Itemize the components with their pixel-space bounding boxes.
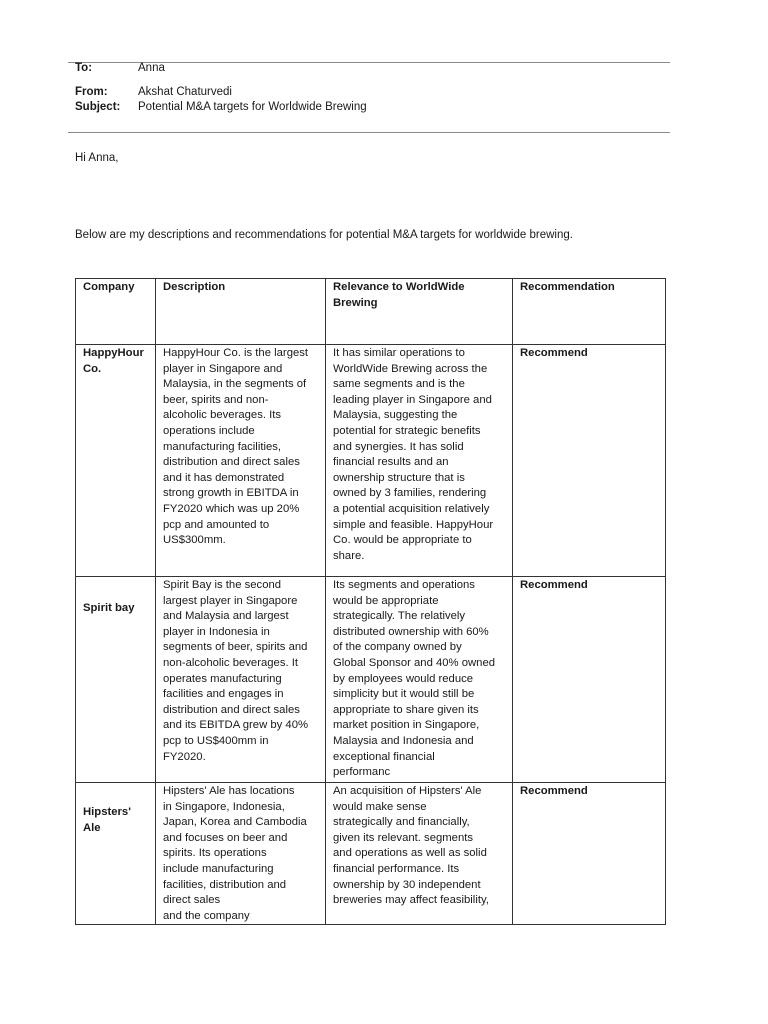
relevance-cell: An acquisition of Hipsters' Ale would make sense strategically and financially, given its relevant. segments and operations as well as solid financial performance. Its ownership by 30 independent breweries may affect feasibility, bbox=[326, 783, 513, 925]
table-header-row bbox=[76, 279, 666, 345]
header-bottom-rule bbox=[68, 132, 670, 133]
subject-value: Potential M&A targets for Worldwide Brewing bbox=[138, 101, 367, 113]
table-row bbox=[76, 577, 666, 783]
table-row bbox=[76, 783, 666, 925]
company-cell: HappyHour Co. bbox=[76, 345, 156, 577]
recommendation-cell: Recommend bbox=[513, 345, 666, 577]
relevance-cell: Its segments and operations would be appropriate strategically. The relatively distributed ownership with 60% of the company owned by Global Sponsor and 40% owned by employees would reduce simplicity but it would still be appropriate to share given its market position in Singapore, Malaysia and Indonesia and exceptional financial performanc bbox=[326, 577, 513, 783]
to-label: To: bbox=[75, 62, 93, 74]
greeting: Hi Anna, bbox=[75, 152, 119, 164]
to-value: Anna bbox=[138, 62, 165, 74]
intro-paragraph: Below are my descriptions and recommendations for potential M&A targets for worldwide brewing. bbox=[75, 229, 573, 241]
company-cell: Hipsters' Ale bbox=[76, 783, 156, 925]
targets-table bbox=[75, 278, 666, 925]
header-recommendation: Recommendation bbox=[513, 279, 666, 345]
from-label: From: bbox=[75, 86, 108, 98]
header-company: Company bbox=[76, 279, 156, 345]
subject-label: Subject: bbox=[75, 101, 121, 113]
recommendation-cell: Recommend bbox=[513, 783, 666, 925]
recommendation-cell: Recommend bbox=[513, 577, 666, 783]
description-cell: Spirit Bay is the second largest player in Singapore and Malaysia and largest player in Indonesia in segments of beer, spirits and non-alcoholic beverages. It operates manufacturing facilities and engages in distribution and direct sales and its EBITDA grew by 40% pcp to US$400mm in FY2020. bbox=[156, 577, 326, 783]
header-relevance: Relevance to WorldWide Brewing bbox=[326, 279, 513, 345]
description-cell: HappyHour Co. is the largest player in Singapore and Malaysia, in the segments of beer, spirits and non- alcoholic beverages. Its operations include manufacturing facilities, distribution and direct sales and it has demonstrated strong growth in EBITDA in FY2020 which was up 20% pcp and amounted to US$300mm. bbox=[156, 345, 326, 577]
header-description: Description bbox=[156, 279, 326, 345]
company-cell: Spirit bay bbox=[76, 577, 156, 783]
description-cell: Hipsters' Ale has locations in Singapore, Indonesia, Japan, Korea and Cambodia and focuses on beer and spirits. Its operations include manufacturing facilities, distribution and direct sales and the company bbox=[156, 783, 326, 925]
relevance-cell: It has similar operations to WorldWide Brewing across the same segments and is the leading player in Singapore and Malaysia, suggesting the potential for strategic benefits and synergies. It has solid financial results and an ownership structure that is owned by 3 families, rendering a potential acquisition relatively simple and feasible. HappyHour Co. would be appropriate to share. bbox=[326, 345, 513, 577]
from-value: Akshat Chaturvedi bbox=[138, 86, 232, 98]
table-row bbox=[76, 345, 666, 577]
